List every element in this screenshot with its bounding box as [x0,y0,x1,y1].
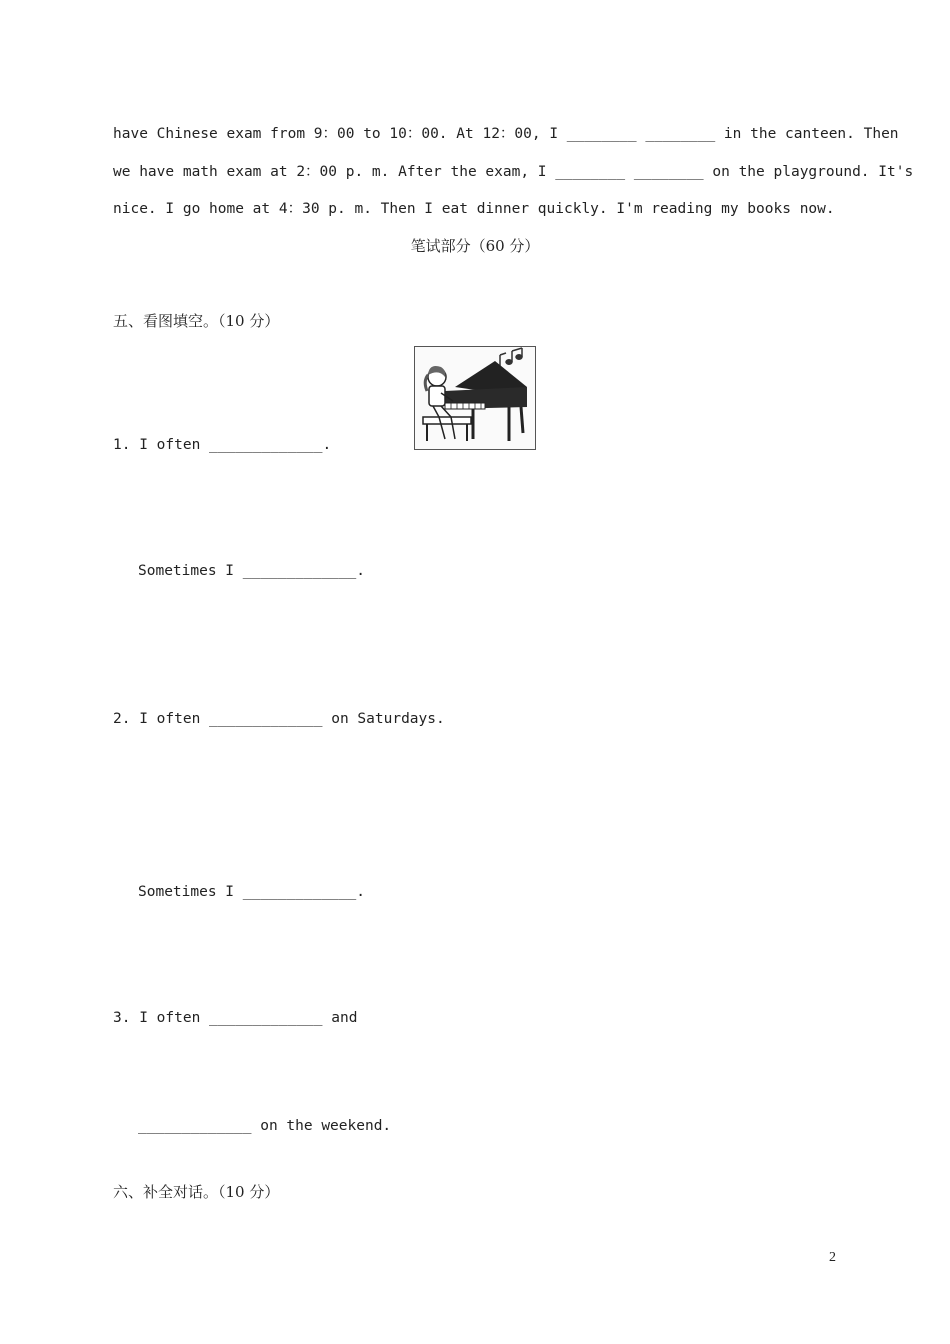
question-1-line-1: 1. I often _____________. [113,437,332,453]
question-3-line-1: 3. I often _____________ and [113,1010,358,1026]
passage-line-1: have Chinese exam from 9：00 to 10：00. At 12：00, I ________ ________ in the canteen. Then [113,126,899,142]
section-5-heading: 五、看图填空。（10 分） [113,312,280,330]
girl-playing-piano-illustration [414,346,536,450]
piano-picture-icon [415,347,535,449]
written-section-title: 笔试部分（60 分） [410,237,540,255]
passage-line-3: nice. I go home at 4：30 p. m. Then I eat dinner quickly. I'm reading my books now. [113,201,835,217]
question-2-line-2: Sometimes I _____________. [138,884,365,900]
question-2-line-1: 2. I often _____________ on Saturdays. [113,711,445,727]
question-3-line-2: _____________ on the weekend. [138,1118,392,1134]
passage-line-2: we have math exam at 2：00 p. m. After the exam, I ________ ________ on the playground. It's [113,164,914,180]
section-6-heading: 六、补全对话。（10 分） [113,1183,280,1201]
page-number: 2 [829,1250,836,1265]
question-1-line-2: Sometimes I _____________. [138,563,365,579]
